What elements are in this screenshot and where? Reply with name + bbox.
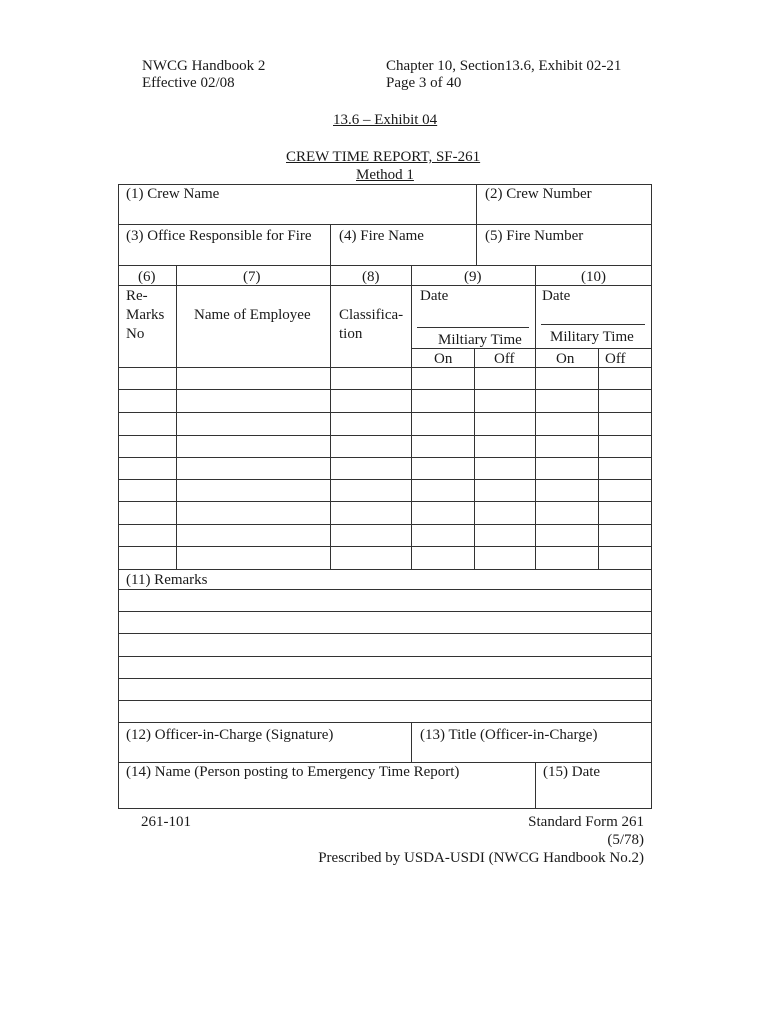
form-method: Method 1 — [356, 167, 414, 183]
remarks-no-header-line1: Re- — [126, 288, 148, 304]
column-10-number: (10) — [581, 269, 606, 285]
prescribed-by: Prescribed by USDA-USDI (NWCG Handbook No.2) — [318, 850, 644, 866]
officer-title-field[interactable]: (13) Title (Officer-in-Charge) — [420, 727, 598, 743]
crew-number-field[interactable]: (2) Crew Number — [485, 186, 592, 202]
column-7-number: (7) — [243, 269, 261, 285]
remarks-no-header-line2: Marks — [126, 307, 165, 323]
military-time-10-header: Military Time — [550, 329, 634, 345]
standard-form-label: Standard Form 261 — [528, 814, 644, 830]
on-9-header: On — [434, 351, 453, 367]
fire-number-field[interactable]: (5) Fire Number — [485, 228, 584, 244]
office-field[interactable]: (3) Office Responsible for Fire — [126, 228, 312, 244]
crew-name-field[interactable]: (1) Crew Name — [126, 186, 220, 202]
employee-name-header: Name of Employee — [194, 307, 311, 323]
poster-name-field[interactable]: (14) Name (Person posting to Emergency Time Report) — [126, 764, 460, 780]
off-9-header: Off — [494, 351, 515, 367]
officer-signature-field[interactable]: (12) Officer-in-Charge (Signature) — [126, 727, 334, 743]
column-6-number: (6) — [138, 269, 156, 285]
column-9-number: (9) — [464, 269, 482, 285]
form-revision: (5/78) — [607, 832, 644, 848]
remarks-label: (11) Remarks — [126, 572, 208, 588]
effective-date: Effective 02/08 — [142, 75, 235, 91]
remarks-no-header-line3: No — [126, 326, 145, 342]
fire-name-field[interactable]: (4) Fire Name — [339, 228, 424, 244]
date-10-header: Date — [542, 288, 571, 304]
page-number: Page 3 of 40 — [386, 75, 462, 91]
chapter-reference: Chapter 10, Section13.6, Exhibit 02-21 — [386, 58, 622, 74]
column-8-number: (8) — [362, 269, 380, 285]
date-9-header: Date — [420, 288, 449, 304]
exhibit-title: 13.6 – Exhibit 04 — [333, 112, 438, 128]
classification-header-line2: tion — [339, 326, 363, 342]
military-time-9-header: Miltiary Time — [438, 332, 522, 348]
on-10-header: On — [556, 351, 575, 367]
handbook-label: NWCG Handbook 2 — [142, 58, 266, 74]
classification-header-line1: Classifica- — [339, 307, 404, 323]
date-15-field[interactable]: (15) Date — [543, 764, 601, 780]
form-number: 261-101 — [141, 814, 191, 830]
form-title: CREW TIME REPORT, SF-261 — [286, 149, 481, 165]
off-10-header: Off — [605, 351, 626, 367]
